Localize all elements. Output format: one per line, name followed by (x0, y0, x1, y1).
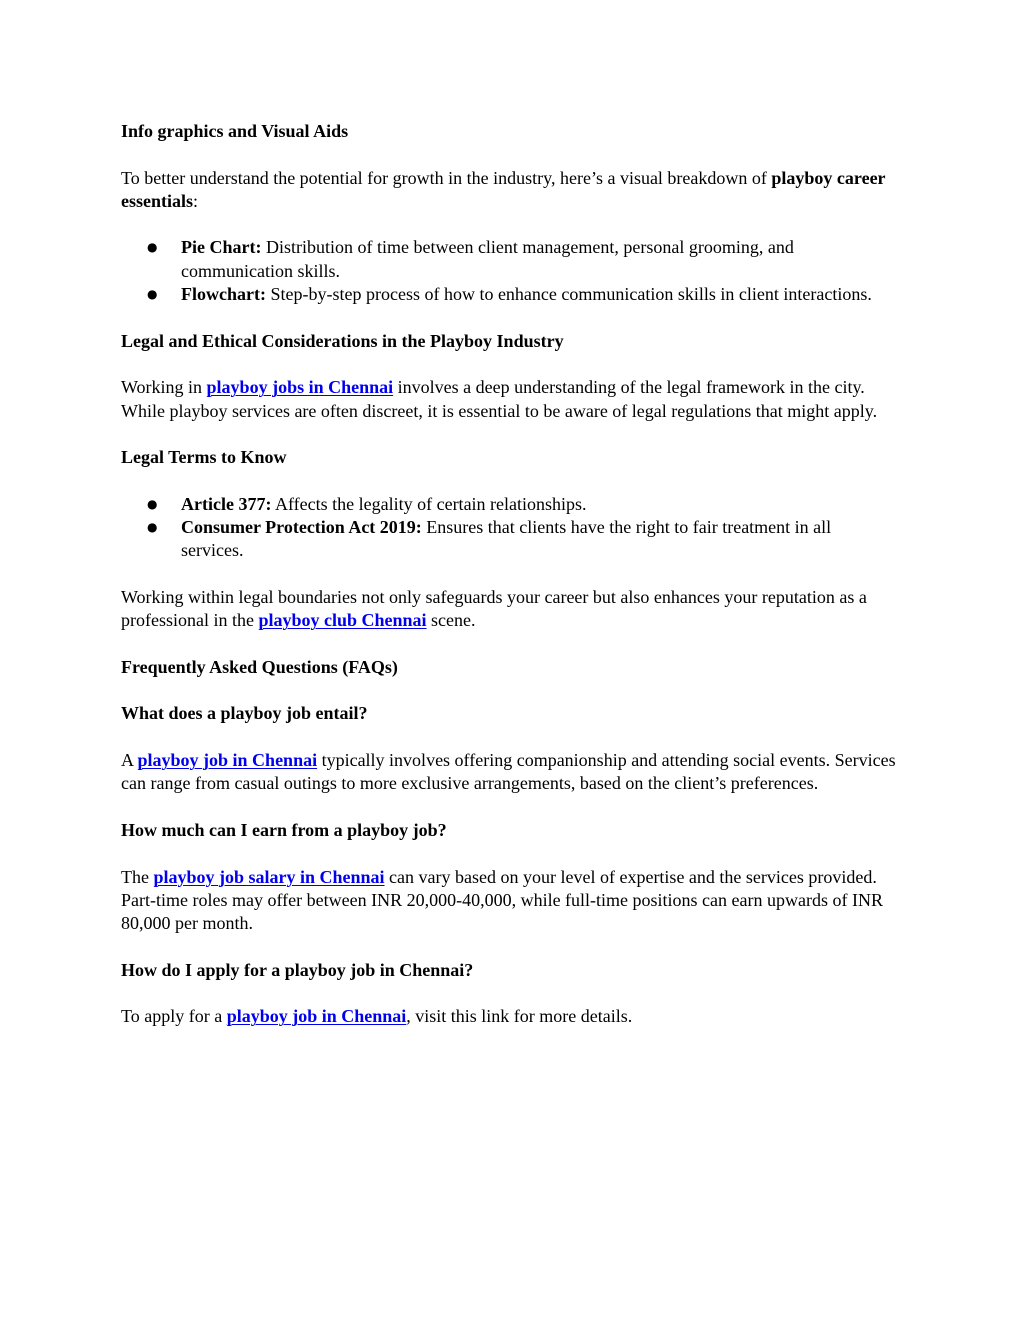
bullet-dot-icon: ● (147, 240, 158, 255)
paragraph-legal-1: Working in playboy jobs in Chennai involves a deep understanding of the legal framework in the city. While playboy services are often discreet, it is essential to be aware of legal regulations that might apply. (121, 377, 878, 421)
bullet-dot-icon: ● (147, 496, 158, 511)
list-item-consumer-protection: ● Consumer Protection Act 2019: Ensures that clients have the right to fair treatment in all services. (147, 517, 832, 561)
paragraph-infographics-intro: To better understand the potential for growth in the industry, here’s a visual breakdown of playboy career essentials: (121, 167, 886, 211)
heading-legal: Legal and Ethical Considerations in the Playboy Industry (121, 330, 564, 351)
list-item-pie-chart: ● Pie Chart: Distribution of time between client management, personal grooming, and communication skills. (147, 237, 794, 281)
faq-question-1: What does a playboy job entail? (121, 703, 368, 724)
link-playboy-job-chennai-1[interactable]: playboy job in Chennai (137, 750, 318, 771)
list-item-flowchart: ● Flowchart: Step-by-step process of how to enhance communication skills in client interactions. (181, 283, 896, 306)
bullet-dot-icon: ● (147, 520, 158, 535)
list-legal-terms (121, 493, 896, 563)
heading-legal-terms: Legal Terms to Know (121, 447, 287, 468)
faq-answer-1: A playboy job in Chennai typically involves offering companionship and attending social events. Services can range from casual outings to more exclusive arrangements, based on the client’s preferences. (121, 750, 896, 794)
heading-infographics: Info graphics and Visual Aids (121, 121, 349, 141)
bullet-dot-icon: ● (147, 287, 158, 302)
faq-question-2: How much can I earn from a playboy job? (121, 819, 447, 840)
document-page (121, 120, 896, 1052)
link-playboy-club-chennai[interactable]: playboy club Chennai (258, 610, 427, 631)
bold-career-essentials: playboy career essentials (121, 167, 886, 211)
link-playboy-jobs-chennai[interactable]: playboy jobs in Chennai (206, 377, 394, 398)
link-playboy-job-chennai-2[interactable]: playboy job in Chennai (226, 1006, 407, 1027)
heading-faq: Frequently Asked Questions (FAQs) (121, 656, 398, 677)
list-infographics (121, 236, 896, 306)
link-playboy-job-salary-chennai[interactable]: playboy job salary in Chennai (153, 866, 385, 887)
faq-question-3: How do I apply for a playboy job in Chennai? (121, 959, 474, 980)
faq-answer-2: The playboy job salary in Chennai can vary based on your level of expertise and the services provided. Part-time roles may offer between INR 20,000-40,000, while full-time positions can earn upwards of INR 80,000 per month. (121, 866, 883, 934)
list-item-article-377: ● Article 377: Affects the legality of certain relationships. (181, 493, 896, 516)
paragraph-legal-2: Working within legal boundaries not only safeguards your career but also enhances your reputation as a professional in the playboy club Chennai scene. (121, 586, 867, 631)
faq-answer-3: To apply for a playboy job in Chennai, visit this link for more details. (121, 1006, 633, 1027)
